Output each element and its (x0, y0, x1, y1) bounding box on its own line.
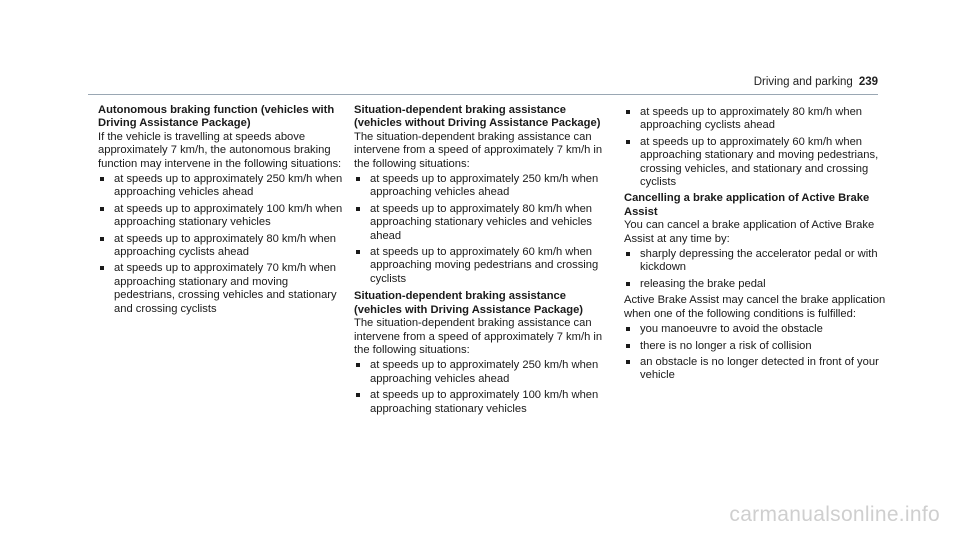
list-item: at speeds up to approximately 250 km/h when approaching vehicles ahead (354, 359, 616, 386)
list-item: at speeds up to approximately 100 km/h when approaching stationary vehicles (354, 389, 616, 416)
bullet-list (624, 248, 886, 291)
intro-text: You can cancel a brake application of Active Brake Assist at any time by: (624, 219, 875, 245)
list-item: at speeds up to approximately 80 km/h when approaching cyclists ahead (624, 106, 886, 133)
bullet-list (624, 323, 886, 383)
bullet-list (354, 173, 616, 286)
list-item: at speeds up to approximately 250 km/h when approaching vehicles ahead (98, 173, 350, 200)
paragraph: Active Brake Assist may cancel the brake application when one of the following conditions is fulfilled: (624, 294, 886, 320)
intro-text: The situation-dependent braking assistance can intervene from a speed of approximately 7 km/h in the following situations: (354, 317, 603, 356)
list-item: you manoeuvre to avoid the obstacle (624, 323, 886, 336)
bullet-list (98, 173, 350, 316)
page-number: 239 (858, 76, 878, 88)
page-header (754, 76, 878, 88)
bullet-list (354, 359, 616, 416)
list-item: at speeds up to approximately 250 km/h when approaching vehicles ahead (354, 173, 616, 200)
watermark: carmanualsonline.info (729, 503, 940, 526)
heading-situation-braking-with: Situation-dependent braking assistance (vehicles with Driving Assistance Package) (354, 290, 584, 316)
list-item: sharply depressing the accelerator pedal or with kickdown (624, 248, 886, 275)
list-item: at speeds up to approximately 80 km/h when approaching cyclists ahead (98, 233, 350, 260)
list-item: there is no longer a risk of collision (624, 340, 886, 353)
list-item: at speeds up to approximately 100 km/h when approaching stationary vehicles (98, 203, 350, 230)
list-item: at speeds up to approximately 70 km/h when approaching stationary and moving pedestrians, crossing vehicles and stationary and crossing cyclists (98, 262, 350, 316)
column-3 (624, 104, 886, 386)
bullet-list (624, 106, 886, 189)
section-title: Driving and parking (753, 76, 853, 88)
intro-text: If the vehicle is travelling at speeds above approximately 7 km/h, the autonomous braking function may intervene in the following situations: (98, 130, 342, 170)
list-item: an obstacle is no longer detected in front of your vehicle (624, 356, 886, 383)
header-rule (88, 94, 878, 95)
list-item: at speeds up to approximately 80 km/h when approaching stationary vehicles and vehicles ahead (354, 203, 616, 243)
heading-situation-braking-without: Situation-dependent braking assistance (vehicles without Driving Assistance Package) (354, 104, 601, 130)
list-item: releasing the brake pedal (624, 278, 886, 291)
heading-autonomous-braking: Autonomous braking function (vehicles with Driving Assistance Package) (98, 104, 335, 130)
list-item: at speeds up to approximately 60 km/h when approaching moving pedestrians and crossing cyclists (354, 246, 616, 286)
list-item: at speeds up to approximately 60 km/h when approaching stationary and moving pedestrians, crossing vehicles, and stationary and crossing cyclists (624, 136, 886, 190)
intro-text: The situation-dependent braking assistance can intervene from a speed of approximately 7 km/h in the following situations: (354, 130, 603, 170)
heading-cancelling-brake: Cancelling a brake application of Active Brake Assist (624, 192, 870, 218)
column-1 (98, 104, 350, 319)
column-2 (354, 104, 616, 419)
